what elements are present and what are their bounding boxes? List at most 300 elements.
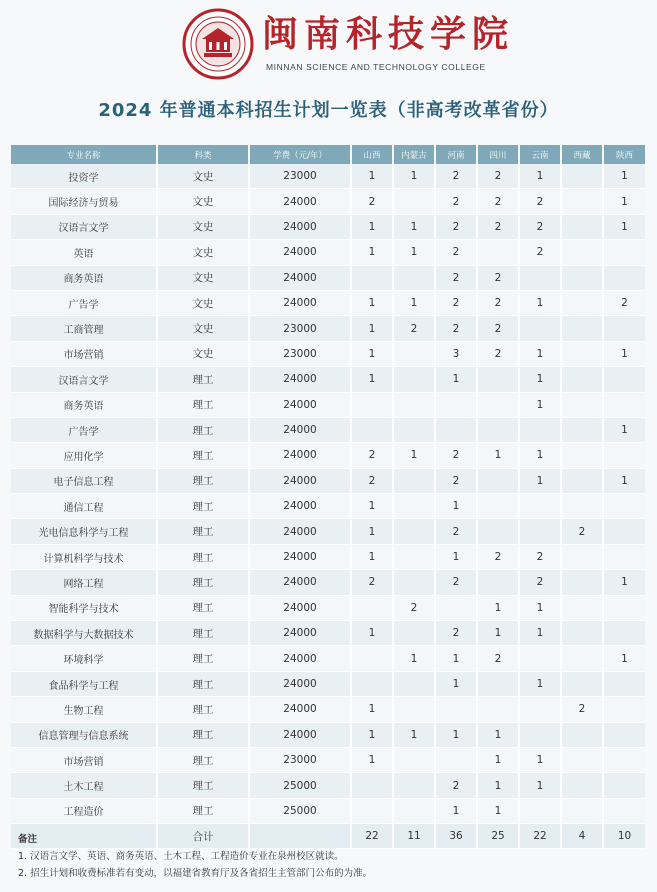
quota-xizang xyxy=(561,214,603,239)
table-row xyxy=(11,697,645,722)
tuition: 24000 xyxy=(249,443,351,468)
tuition: 24000 xyxy=(249,265,351,290)
quota-sichuan: 1 xyxy=(477,722,519,747)
tuition: 24000 xyxy=(249,189,351,214)
total-cell: 10 xyxy=(603,824,645,849)
quota-yunnan: 2 xyxy=(519,240,561,265)
major-name: 广告学 xyxy=(11,417,157,442)
column-header: 专业名称 xyxy=(11,145,157,164)
total-cell: 22 xyxy=(351,824,393,849)
quota-shanxi: 1 xyxy=(351,214,393,239)
quota-shaanxi xyxy=(603,722,645,747)
quota-sichuan: 1 xyxy=(477,621,519,646)
school-name: 闽南科技学院 xyxy=(262,13,515,55)
quota-neimenggu xyxy=(393,544,435,569)
quota-yunnan xyxy=(519,316,561,341)
quota-sichuan: 1 xyxy=(477,798,519,823)
quota-xizang xyxy=(561,240,603,265)
total-cell: 36 xyxy=(435,824,477,849)
quota-shanxi xyxy=(351,417,393,442)
column-header: 科类 xyxy=(157,145,249,164)
quota-yunnan xyxy=(519,265,561,290)
quota-henan: 2 xyxy=(435,214,477,239)
quota-yunnan: 1 xyxy=(519,671,561,696)
quota-henan: 3 xyxy=(435,341,477,366)
tuition: 23000 xyxy=(249,341,351,366)
tuition: 24000 xyxy=(249,519,351,544)
quota-henan: 1 xyxy=(435,646,477,671)
quota-yunnan: 1 xyxy=(519,367,561,392)
major-name: 市场营销 xyxy=(11,747,157,772)
table-row xyxy=(11,621,645,646)
quota-shaanxi: 2 xyxy=(603,290,645,315)
quota-shanxi: 1 xyxy=(351,164,393,189)
quota-shanxi: 1 xyxy=(351,621,393,646)
tuition: 24000 xyxy=(249,468,351,493)
quota-henan xyxy=(435,392,477,417)
quota-sichuan: 2 xyxy=(477,646,519,671)
quota-yunnan: 1 xyxy=(519,595,561,620)
quota-henan: 2 xyxy=(435,164,477,189)
quota-xizang xyxy=(561,798,603,823)
quota-shanxi: 1 xyxy=(351,544,393,569)
tuition: 24000 xyxy=(249,595,351,620)
tuition: 23000 xyxy=(249,316,351,341)
quota-yunnan: 1 xyxy=(519,468,561,493)
quota-yunnan xyxy=(519,494,561,519)
major-name: 汉语言文学 xyxy=(11,367,157,392)
quota-henan: 1 xyxy=(435,722,477,747)
quota-henan: 2 xyxy=(435,443,477,468)
quota-shanxi: 1 xyxy=(351,747,393,772)
major-name: 光电信息科学与工程 xyxy=(11,519,157,544)
quota-sichuan xyxy=(477,697,519,722)
table-row xyxy=(11,722,645,747)
table-row xyxy=(11,671,645,696)
quota-sichuan xyxy=(477,519,519,544)
quota-yunnan xyxy=(519,646,561,671)
quota-sichuan: 2 xyxy=(477,265,519,290)
total-cell: 11 xyxy=(393,824,435,849)
notes-title: 备注 xyxy=(18,834,38,845)
quota-neimenggu: 1 xyxy=(393,646,435,671)
quota-henan: 2 xyxy=(435,189,477,214)
tuition: 24000 xyxy=(249,290,351,315)
subject-category: 理工 xyxy=(157,722,249,747)
major-name: 工程造价 xyxy=(11,798,157,823)
tuition: 24000 xyxy=(249,417,351,442)
major-name: 工商管理 xyxy=(11,316,157,341)
quota-henan: 2 xyxy=(435,621,477,646)
quota-yunnan xyxy=(519,417,561,442)
subject-category: 理工 xyxy=(157,367,249,392)
subject-category: 文史 xyxy=(157,240,249,265)
quota-xizang xyxy=(561,341,603,366)
quota-shaanxi xyxy=(603,671,645,696)
quota-neimenggu: 2 xyxy=(393,316,435,341)
quota-neimenggu xyxy=(393,773,435,798)
tuition: 24000 xyxy=(249,494,351,519)
tuition: 24000 xyxy=(249,621,351,646)
quota-xizang xyxy=(561,443,603,468)
quota-shaanxi xyxy=(603,595,645,620)
subject-category: 文史 xyxy=(157,189,249,214)
table-row xyxy=(11,443,645,468)
quota-sichuan: 2 xyxy=(477,544,519,569)
quota-shanxi: 1 xyxy=(351,341,393,366)
quota-shanxi: 2 xyxy=(351,468,393,493)
quota-yunnan xyxy=(519,519,561,544)
quota-shanxi xyxy=(351,392,393,417)
quota-neimenggu: 1 xyxy=(393,164,435,189)
quota-sichuan: 2 xyxy=(477,316,519,341)
tuition: 23000 xyxy=(249,164,351,189)
quota-shanxi: 1 xyxy=(351,519,393,544)
quota-shanxi: 2 xyxy=(351,443,393,468)
quota-neimenggu xyxy=(393,570,435,595)
quota-sichuan: 2 xyxy=(477,189,519,214)
tuition: 25000 xyxy=(249,798,351,823)
subject-category: 理工 xyxy=(157,646,249,671)
quota-yunnan: 2 xyxy=(519,570,561,595)
quota-neimenggu xyxy=(393,671,435,696)
table-row xyxy=(11,392,645,417)
quota-shaanxi xyxy=(603,240,645,265)
quota-henan: 1 xyxy=(435,494,477,519)
tuition: 25000 xyxy=(249,773,351,798)
quota-xizang: 2 xyxy=(561,697,603,722)
subject-category: 理工 xyxy=(157,417,249,442)
quota-neimenggu xyxy=(393,494,435,519)
quota-xizang xyxy=(561,544,603,569)
subject-category: 理工 xyxy=(157,494,249,519)
quota-shaanxi xyxy=(603,494,645,519)
tuition: 24000 xyxy=(249,570,351,595)
quota-shaanxi: 1 xyxy=(603,468,645,493)
quota-sichuan xyxy=(477,570,519,595)
quota-shanxi: 1 xyxy=(351,722,393,747)
quota-henan: 2 xyxy=(435,773,477,798)
subject-category: 文史 xyxy=(157,164,249,189)
major-name: 市场营销 xyxy=(11,341,157,366)
subject-category: 文史 xyxy=(157,290,249,315)
quota-yunnan: 2 xyxy=(519,544,561,569)
quota-neimenggu xyxy=(393,392,435,417)
column-header: 山西 xyxy=(351,145,393,164)
quota-yunnan: 1 xyxy=(519,747,561,772)
quota-xizang xyxy=(561,621,603,646)
quota-henan xyxy=(435,697,477,722)
quota-neimenggu xyxy=(393,189,435,214)
table-row xyxy=(11,494,645,519)
quota-sichuan: 2 xyxy=(477,290,519,315)
enrollment-plan-table xyxy=(11,145,645,849)
column-header: 学费（元/年） xyxy=(249,145,351,164)
major-name: 通信工程 xyxy=(11,494,157,519)
major-name: 商务英语 xyxy=(11,392,157,417)
quota-shaanxi xyxy=(603,544,645,569)
quota-xizang xyxy=(561,392,603,417)
quota-yunnan: 1 xyxy=(519,341,561,366)
quota-xizang xyxy=(561,722,603,747)
major-name: 网络工程 xyxy=(11,570,157,595)
quota-yunnan: 1 xyxy=(519,164,561,189)
quota-henan xyxy=(435,417,477,442)
tuition: 24000 xyxy=(249,240,351,265)
quota-xizang xyxy=(561,747,603,772)
quota-neimenggu: 1 xyxy=(393,722,435,747)
quota-xizang xyxy=(561,367,603,392)
subject-category: 理工 xyxy=(157,621,249,646)
quota-xizang xyxy=(561,570,603,595)
major-name: 数据科学与大数据技术 xyxy=(11,621,157,646)
tuition: 24000 xyxy=(249,544,351,569)
major-name: 环境科学 xyxy=(11,646,157,671)
table-row xyxy=(11,773,645,798)
quota-neimenggu: 1 xyxy=(393,240,435,265)
subject-category: 文史 xyxy=(157,214,249,239)
quota-shaanxi xyxy=(603,697,645,722)
quota-xizang xyxy=(561,494,603,519)
quota-neimenggu xyxy=(393,747,435,772)
table-row xyxy=(11,164,645,189)
quota-sichuan xyxy=(477,240,519,265)
quota-xizang xyxy=(561,773,603,798)
quota-henan: 1 xyxy=(435,671,477,696)
quota-shaanxi xyxy=(603,747,645,772)
quota-xizang xyxy=(561,164,603,189)
quota-sichuan: 1 xyxy=(477,443,519,468)
quota-sichuan xyxy=(477,494,519,519)
quota-shaanxi xyxy=(603,773,645,798)
tuition: 24000 xyxy=(249,722,351,747)
quota-xizang xyxy=(561,646,603,671)
column-header: 内蒙古 xyxy=(393,145,435,164)
quota-xizang xyxy=(561,290,603,315)
major-name: 信息管理与信息系统 xyxy=(11,722,157,747)
subject-category: 理工 xyxy=(157,468,249,493)
quota-henan: 2 xyxy=(435,290,477,315)
quota-henan xyxy=(435,747,477,772)
quota-shaanxi: 1 xyxy=(603,646,645,671)
quota-shanxi xyxy=(351,798,393,823)
table-row xyxy=(11,646,645,671)
table-row xyxy=(11,570,645,595)
tuition: 24000 xyxy=(249,214,351,239)
quota-sichuan: 1 xyxy=(477,773,519,798)
quota-xizang xyxy=(561,417,603,442)
quota-yunnan: 2 xyxy=(519,214,561,239)
quota-henan xyxy=(435,595,477,620)
quota-neimenggu xyxy=(393,697,435,722)
quota-yunnan: 1 xyxy=(519,443,561,468)
table-row xyxy=(11,240,645,265)
quota-sichuan: 1 xyxy=(477,595,519,620)
major-name: 智能科学与技术 xyxy=(11,595,157,620)
column-header: 云南 xyxy=(519,145,561,164)
quota-xizang xyxy=(561,468,603,493)
quota-sichuan: 1 xyxy=(477,747,519,772)
quota-xizang xyxy=(561,595,603,620)
subject-category: 理工 xyxy=(157,392,249,417)
quota-henan: 2 xyxy=(435,519,477,544)
subject-category: 理工 xyxy=(157,519,249,544)
major-name: 英语 xyxy=(11,240,157,265)
quota-neimenggu xyxy=(393,798,435,823)
major-name: 生物工程 xyxy=(11,697,157,722)
header xyxy=(0,0,657,88)
page-title: 2024 年普通本科招生计划一览表（非高考改革省份） xyxy=(98,100,559,121)
subject-category: 理工 xyxy=(157,595,249,620)
table-row xyxy=(11,468,645,493)
quota-shaanxi xyxy=(603,367,645,392)
quota-neimenggu xyxy=(393,621,435,646)
quota-sichuan: 2 xyxy=(477,214,519,239)
quota-shanxi xyxy=(351,671,393,696)
quota-henan: 2 xyxy=(435,570,477,595)
quota-xizang xyxy=(561,671,603,696)
quota-shaanxi: 1 xyxy=(603,417,645,442)
quota-henan: 2 xyxy=(435,468,477,493)
quota-shaanxi: 1 xyxy=(603,341,645,366)
quota-neimenggu: 1 xyxy=(393,214,435,239)
quota-yunnan xyxy=(519,722,561,747)
table-row xyxy=(11,747,645,772)
quota-shanxi: 2 xyxy=(351,189,393,214)
quota-yunnan: 1 xyxy=(519,621,561,646)
tuition: 24000 xyxy=(249,646,351,671)
quota-xizang xyxy=(561,189,603,214)
total-cell: 25 xyxy=(477,824,519,849)
quota-shanxi: 1 xyxy=(351,697,393,722)
quota-shanxi xyxy=(351,595,393,620)
major-name: 应用化学 xyxy=(11,443,157,468)
quota-yunnan: 1 xyxy=(519,773,561,798)
quota-henan: 2 xyxy=(435,240,477,265)
major-name: 投资学 xyxy=(11,164,157,189)
table-row xyxy=(11,189,645,214)
college-logo-icon xyxy=(182,8,254,80)
table-row xyxy=(11,367,645,392)
quota-shanxi xyxy=(351,265,393,290)
quota-yunnan xyxy=(519,697,561,722)
quota-henan: 1 xyxy=(435,798,477,823)
table-row xyxy=(11,265,645,290)
quota-henan: 1 xyxy=(435,544,477,569)
tuition: 23000 xyxy=(249,747,351,772)
quota-shaanxi xyxy=(603,265,645,290)
table-row xyxy=(11,417,645,442)
note-item: 1. 汉语言文学、英语、商务英语、土木工程、工程造价专业在泉州校区就读。 xyxy=(18,851,344,862)
tuition: 24000 xyxy=(249,697,351,722)
quota-shaanxi xyxy=(603,519,645,544)
quota-neimenggu xyxy=(393,417,435,442)
quota-shanxi: 1 xyxy=(351,240,393,265)
quota-neimenggu: 2 xyxy=(393,595,435,620)
quota-neimenggu: 1 xyxy=(393,290,435,315)
table-row xyxy=(11,798,645,823)
quota-shaanxi xyxy=(603,798,645,823)
major-name: 商务英语 xyxy=(11,265,157,290)
quota-sichuan xyxy=(477,367,519,392)
quota-shanxi: 1 xyxy=(351,290,393,315)
tuition: 24000 xyxy=(249,671,351,696)
quota-neimenggu xyxy=(393,367,435,392)
quota-shaanxi xyxy=(603,621,645,646)
quota-shaanxi xyxy=(603,392,645,417)
quota-shaanxi: 1 xyxy=(603,164,645,189)
subject-category: 文史 xyxy=(157,265,249,290)
quota-yunnan: 1 xyxy=(519,290,561,315)
quota-xizang xyxy=(561,265,603,290)
total-label: 合计 xyxy=(157,824,249,849)
major-name: 汉语言文学 xyxy=(11,214,157,239)
quota-neimenggu xyxy=(393,468,435,493)
quota-sichuan xyxy=(477,417,519,442)
quota-neimenggu xyxy=(393,519,435,544)
table-header-row xyxy=(11,145,645,164)
major-name: 食品科学与工程 xyxy=(11,671,157,696)
total-cell: 4 xyxy=(561,824,603,849)
quota-shaanxi: 1 xyxy=(603,189,645,214)
subject-category: 文史 xyxy=(157,341,249,366)
quota-henan: 2 xyxy=(435,316,477,341)
quota-shaanxi: 1 xyxy=(603,570,645,595)
school-name-en: MINNAN SCIENCE AND TECHNOLOGY COLLEGE xyxy=(266,62,486,72)
table-row xyxy=(11,290,645,315)
quota-sichuan xyxy=(477,392,519,417)
subject-category: 理工 xyxy=(157,773,249,798)
table-row xyxy=(11,214,645,239)
table-row xyxy=(11,595,645,620)
major-name: 国际经济与贸易 xyxy=(11,189,157,214)
quota-henan: 2 xyxy=(435,265,477,290)
subject-category: 理工 xyxy=(157,544,249,569)
quota-sichuan: 2 xyxy=(477,164,519,189)
quota-yunnan: 2 xyxy=(519,189,561,214)
quota-sichuan xyxy=(477,671,519,696)
quota-xizang xyxy=(561,316,603,341)
major-name: 计算机科学与技术 xyxy=(11,544,157,569)
quota-shanxi xyxy=(351,646,393,671)
subject-category: 理工 xyxy=(157,798,249,823)
quota-henan: 1 xyxy=(435,367,477,392)
column-header: 西藏 xyxy=(561,145,603,164)
subject-category: 理工 xyxy=(157,747,249,772)
quota-shanxi: 1 xyxy=(351,494,393,519)
quota-shaanxi xyxy=(603,316,645,341)
table-row xyxy=(11,544,645,569)
quota-shanxi: 1 xyxy=(351,316,393,341)
tuition: 24000 xyxy=(249,367,351,392)
quota-yunnan: 1 xyxy=(519,392,561,417)
quota-neimenggu xyxy=(393,265,435,290)
quota-shaanxi xyxy=(603,443,645,468)
major-name: 土木工程 xyxy=(11,773,157,798)
quota-neimenggu: 1 xyxy=(393,443,435,468)
note-item: 2. 招生计划和收费标准若有变动，以福建省教育厅及各省招生主管部门公布的为准。 xyxy=(18,868,373,879)
subject-category: 理工 xyxy=(157,570,249,595)
quota-neimenggu xyxy=(393,341,435,366)
column-header: 陕西 xyxy=(603,145,645,164)
major-name: 电子信息工程 xyxy=(11,468,157,493)
table-row xyxy=(11,341,645,366)
quota-shanxi: 1 xyxy=(351,367,393,392)
quota-shanxi xyxy=(351,773,393,798)
total-cell: 22 xyxy=(519,824,561,849)
subject-category: 理工 xyxy=(157,697,249,722)
subject-category: 理工 xyxy=(157,443,249,468)
